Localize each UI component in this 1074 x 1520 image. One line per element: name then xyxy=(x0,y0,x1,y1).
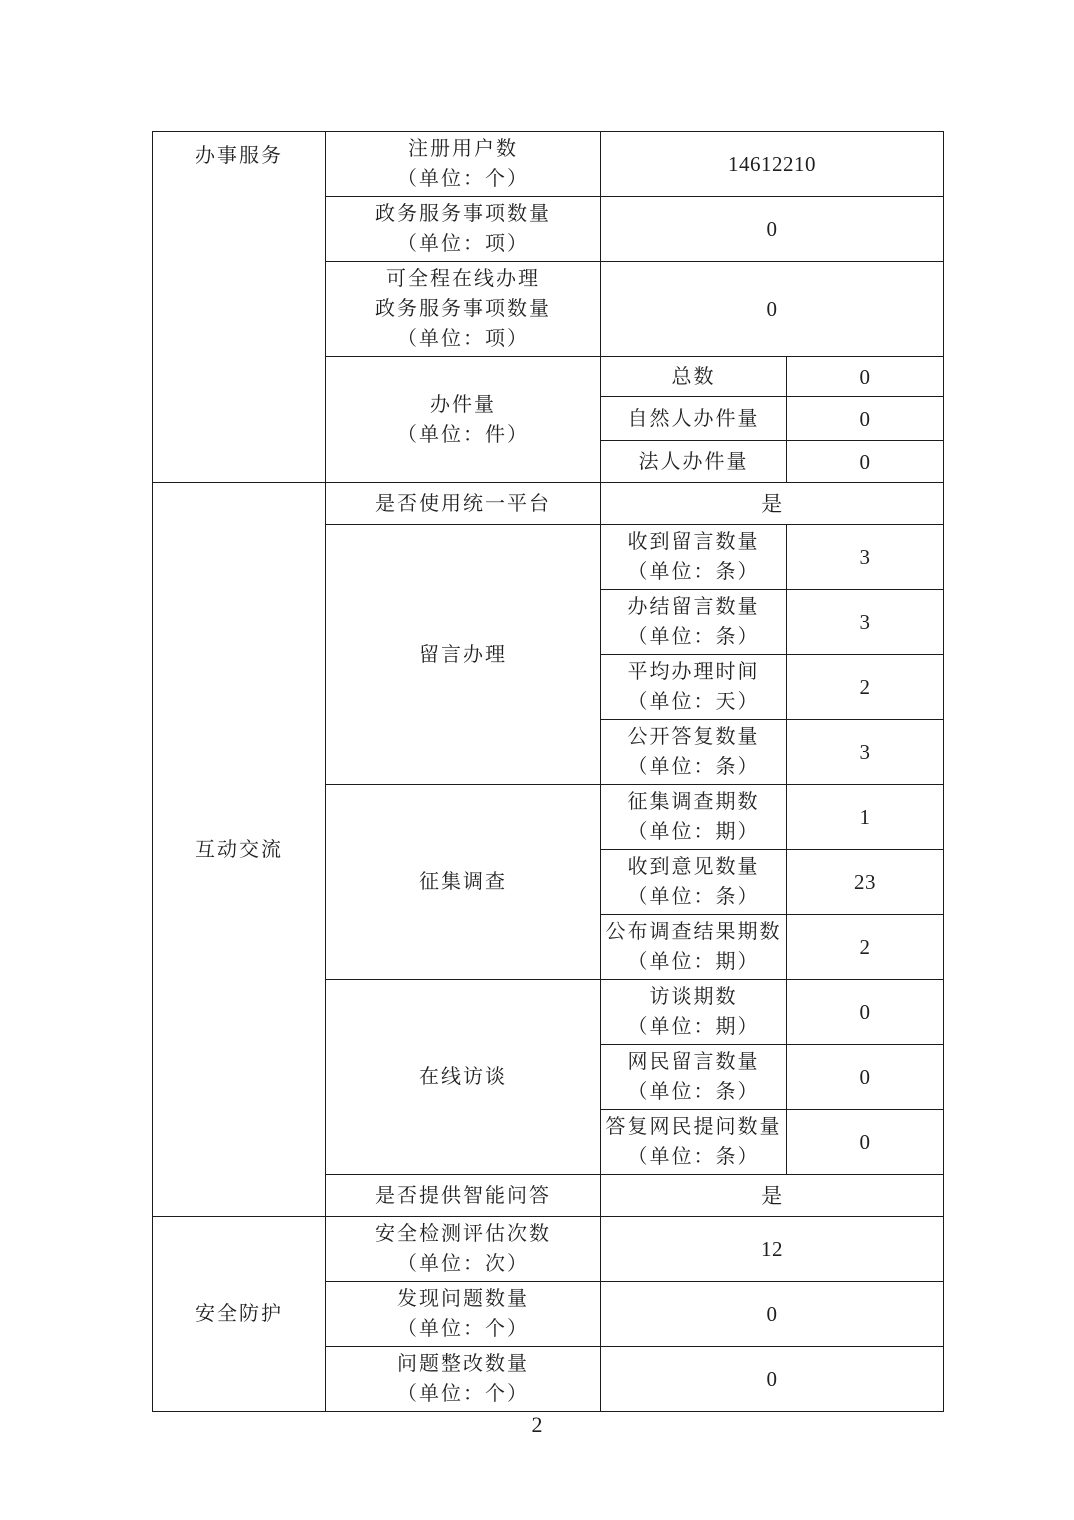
unit-line: （单位：天） xyxy=(627,691,760,713)
value-messages-received: 3 xyxy=(787,525,944,590)
sublabel-handled-natural: 自然人办件量 xyxy=(601,397,787,441)
row-label-problems-fixed xyxy=(326,1347,601,1412)
unit-line: （单位：条） xyxy=(627,1081,760,1103)
label-line: 政务服务事项数量 xyxy=(375,298,551,320)
row-label-smart-qa: 是否提供智能问答 xyxy=(326,1175,601,1217)
sublabel-messages-received xyxy=(601,525,787,590)
value-service-items: 0 xyxy=(601,197,944,262)
value-opinions-received: 23 xyxy=(787,850,944,915)
unit-line: （单位：条） xyxy=(627,626,760,648)
row-label-security-assessments xyxy=(326,1217,601,1282)
sublabel-netizen-messages xyxy=(601,1045,787,1110)
unit-line: （单位：条） xyxy=(627,1146,760,1168)
label-line: 可全程在线办理 xyxy=(386,268,540,290)
unit-line: （单位：条） xyxy=(627,561,760,583)
section-label-text: 办事服务 xyxy=(195,145,283,167)
row-label-service-items xyxy=(326,197,601,262)
value-handled-total: 0 xyxy=(787,357,944,397)
section-label-service xyxy=(153,132,326,483)
unit-line: （单位：条） xyxy=(627,756,760,778)
row-label-online-items xyxy=(326,262,601,357)
label-line: 政务服务事项数量 xyxy=(375,203,551,225)
sublabel-survey-periods xyxy=(601,785,787,850)
unit-line: （单位：期） xyxy=(627,821,760,843)
table-row xyxy=(153,1217,944,1282)
unit-line: （单位：条） xyxy=(627,886,760,908)
row-label-unified-platform: 是否使用统一平台 xyxy=(326,483,601,525)
value-survey-periods: 1 xyxy=(787,785,944,850)
sublabel-handled-legal: 法人办件量 xyxy=(601,441,787,483)
unit-line: （单位：次） xyxy=(397,1253,529,1275)
label-line: 征集调查期数 xyxy=(627,791,760,813)
value-netizen-replies: 0 xyxy=(787,1110,944,1175)
label-line: 注册用户数 xyxy=(408,138,518,160)
sublabel-public-replies xyxy=(601,720,787,785)
label-line: 安全检测评估次数 xyxy=(375,1223,551,1245)
row-label-registered-users xyxy=(326,132,601,197)
group-label-interview: 在线访谈 xyxy=(326,980,601,1175)
value-security-assessments: 12 xyxy=(601,1217,944,1282)
sublabel-messages-completed xyxy=(601,590,787,655)
sublabel-survey-results xyxy=(601,915,787,980)
value-public-replies: 3 xyxy=(787,720,944,785)
unit-line: （单位：项） xyxy=(397,328,529,350)
label-line: 办结留言数量 xyxy=(627,596,760,618)
group-label-message-handling: 留言办理 xyxy=(326,525,601,785)
sublabel-opinions-received xyxy=(601,850,787,915)
unit-line: （单位：项） xyxy=(397,233,529,255)
unit-line: （单位：个） xyxy=(397,1318,529,1340)
value-smart-qa: 是 xyxy=(601,1175,944,1217)
value-average-handling-time: 2 xyxy=(787,655,944,720)
label-line: 问题整改数量 xyxy=(397,1353,529,1375)
label-line: 收到留言数量 xyxy=(627,531,760,553)
label-line: 收到意见数量 xyxy=(627,856,760,878)
section-label-security xyxy=(153,1217,326,1412)
row-label-problems-found xyxy=(326,1282,601,1347)
section-label-text: 互动交流 xyxy=(195,838,283,861)
label-line: 办件量 xyxy=(430,393,496,416)
value-interview-periods: 0 xyxy=(787,980,944,1045)
section-label-text: 安全防护 xyxy=(195,1303,283,1325)
sublabel-average-handling-time xyxy=(601,655,787,720)
value-unified-platform: 是 xyxy=(601,483,944,525)
annual-report-table xyxy=(152,131,944,1412)
label-line: 答复网民提问数量 xyxy=(605,1116,782,1138)
section-label-interaction xyxy=(153,483,326,1217)
sublabel-interview-periods xyxy=(601,980,787,1045)
value-survey-results: 2 xyxy=(787,915,944,980)
value-handled-natural: 0 xyxy=(787,397,944,441)
label-line: 公布调查结果期数 xyxy=(605,921,782,943)
label-line: 公开答复数量 xyxy=(627,726,760,748)
page-number: 2 xyxy=(531,1412,543,1437)
group-label-handled-volume xyxy=(326,357,601,483)
sublabel-netizen-replies xyxy=(601,1110,787,1175)
value-registered-users: 14612210 xyxy=(601,132,944,197)
unit-line: （单位：个） xyxy=(397,168,529,190)
value-problems-found: 0 xyxy=(601,1282,944,1347)
value-handled-legal: 0 xyxy=(787,441,944,483)
unit-line: （单位：件） xyxy=(397,423,529,446)
label-line: 访谈期数 xyxy=(649,986,738,1008)
table-row xyxy=(153,483,944,525)
unit-line: （单位：期） xyxy=(627,1016,760,1038)
label-line: 平均办理时间 xyxy=(627,661,760,683)
unit-line: （单位：期） xyxy=(627,951,760,973)
label-line: 网民留言数量 xyxy=(627,1051,760,1073)
value-online-items: 0 xyxy=(601,262,944,357)
value-messages-completed: 3 xyxy=(787,590,944,655)
value-netizen-messages: 0 xyxy=(787,1045,944,1110)
unit-line: （单位：个） xyxy=(397,1383,529,1405)
label-line: 发现问题数量 xyxy=(397,1288,529,1310)
sublabel-handled-total: 总数 xyxy=(601,357,787,397)
table-row xyxy=(153,132,944,197)
value-problems-fixed: 0 xyxy=(601,1347,944,1412)
group-label-survey: 征集调查 xyxy=(326,785,601,980)
